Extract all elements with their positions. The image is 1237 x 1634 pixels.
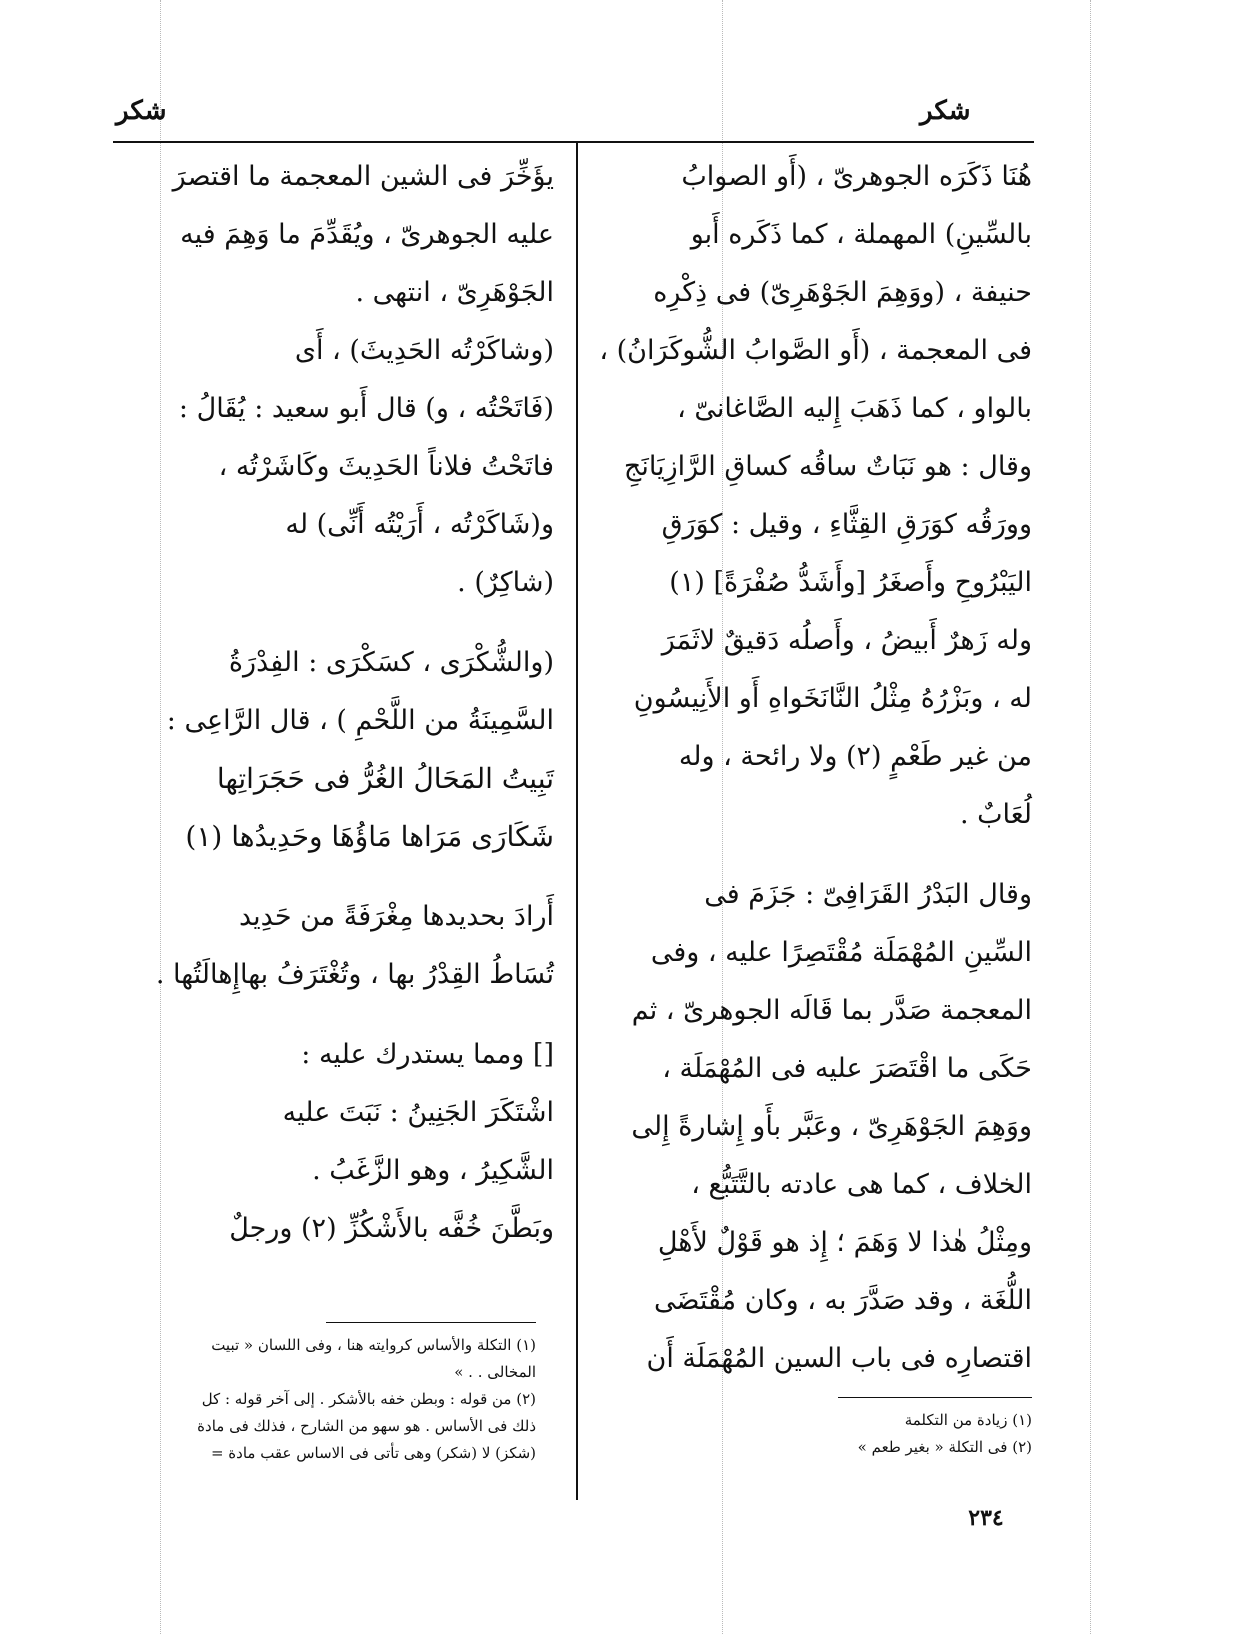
column-divider: [576, 143, 578, 1500]
text-line: وورَقُه كوَرَقِ القِثَّاءِ ، وقيل : كوَرَقِ: [661, 509, 1032, 540]
footnote: (١) زيادة من التكلمة: [904, 1411, 1032, 1429]
text-line: فاتَحْتُ فلاناً الحَدِيثَ وكَاشَرْتُه ،: [218, 451, 554, 482]
text-line: [] ومما يستدرك عليه :: [301, 1039, 554, 1070]
text-line: (والشُّكْرَى ، كسَكْرَى : الفِدْرَةُ: [228, 647, 554, 678]
verse-line: تَبِيتُ المَحَالُ الغُرُّ فى حَجَرَاتِها: [216, 762, 554, 795]
left-column: [108, 148, 554, 1258]
footnote-rule-right: [838, 1397, 1032, 1398]
text-line: بالواو ، كما ذَهَبَ إِليه الصَّاغانىّ ،: [677, 393, 1032, 424]
header-rule-right: [576, 141, 1034, 143]
text-line: المعجمة صَدَّر بما قَالَه الجوهرىّ ، ثم: [631, 995, 1032, 1026]
text-line: تُسَاطُ القِدْرُ بها ، وتُغْتَرَفُ بهاإِهالَتُها .: [155, 959, 554, 990]
text-line: السِّينِ المُهْمَلَة مُقْتَصِرًا عليه ، وفى: [650, 937, 1032, 968]
text-line: يؤَخِّرَ فى الشين المعجمة ما اقتصرَ: [172, 161, 554, 192]
text-line: وقال : هو نَبَاتٌ ساقُه كساقِ الرَّازِيَانَجِ: [623, 451, 1032, 482]
text-line: حَكَى ما اقْتَصَرَ عليه فى المُهْمَلَة ،: [662, 1053, 1032, 1084]
text-line: اللُّغَة ، وقد صَدَّرَ به ، وكان مُقْتَضَى: [653, 1285, 1032, 1316]
text-line: (شاكِرٌ) .: [457, 567, 554, 598]
text-line: بالسِّينِ) المهملة ، كما ذَكَره أَبو: [690, 219, 1032, 250]
text-line: حنيفة ، (ووَهِمَ الجَوْهَرِىّ) فى ذِكْرِه: [653, 277, 1032, 308]
footnote: (٢) من قوله : وبطن خفه بالأشكر . إلى آخر قوله : كل: [201, 1390, 536, 1408]
footnote: ذلك فى الأساس . هو سهو من الشارح ، فذلك فى مادة: [197, 1417, 536, 1435]
text-line: (وشاكَرْتُه الحَدِيثَ) ، أَى: [294, 335, 554, 366]
text-line: ومِثْلُ هٰذا لا وَهَمَ ؛ إِذ هو قَوْلٌ لأَهْلِ: [657, 1227, 1032, 1258]
text-line: الخلاف ، كما هى عادته بالتَّتَبُّع ،: [691, 1169, 1032, 1200]
footnote: المخالى . . »: [454, 1363, 536, 1381]
text-line: هُنَا ذَكَرَه الجوهرىّ ، (أَو الصوابُ: [681, 161, 1032, 192]
text-line: اشْتَكَرَ الجَنِينُ : نَبَتَ عليه: [282, 1097, 554, 1128]
text-line: أَرادَ بحديدها مِغْرَفَةً من حَدِيد: [239, 901, 554, 932]
footnote: (٢) فى التكلة « بغير طعم »: [857, 1438, 1032, 1456]
text-line: ووَهِمَ الجَوْهَرِىّ ، وعَبَّر بأَو إِشارةً إِلى: [631, 1111, 1032, 1142]
text-line: السَّمِينَةُ من اللَّحْمِ ) ، قال الرَّاعِى :: [166, 705, 554, 736]
header-rule-left: [113, 141, 576, 143]
scan-guide-line: [1090, 0, 1091, 1634]
text-line: الجَوْهَرِىّ ، انتهى .: [355, 277, 554, 308]
text-line: وبَطَّنَ خُفَّه بالأَشْكُزِّ (٢) ورجلٌ: [229, 1213, 554, 1244]
footnote: (شكز) لا (شكر) وهى تأتى فى الاساس عقب مادة =: [210, 1444, 536, 1462]
text-line: اقتصارِه فى باب السين المُهْمَلَة أَن: [646, 1343, 1032, 1374]
text-line: له ، وبَزْرُهُ مِثْلُ النَّانَخَواهِ أَو الأَنِيسُونِ: [633, 683, 1032, 714]
text-line: و(شَاكَرْتُه ، أَرَيْتُه أَنِّى) له: [285, 509, 554, 540]
text-line: وله زَهرٌ أَبيضُ ، وأَصلُه دَقيقٌ لاثَمَرَ: [661, 625, 1032, 656]
text-line: الشَّكِيرُ ، وهو الزَّغَبُ .: [312, 1155, 554, 1186]
text-line: فى المعجمة ، (أَو الصَّوابُ الشُّوكَرَانُ) ،: [599, 335, 1032, 366]
page-number: ٢٣٤: [968, 1505, 1004, 1531]
text-line: وقال البَدْرُ القَرَافِىّ : جَزَمَ فى: [704, 879, 1032, 910]
text-line: لُعَابٌ .: [959, 799, 1032, 830]
footnotes-right: [760, 1407, 1032, 1461]
footnote-rule-left: [326, 1322, 536, 1323]
right-column: [598, 148, 1032, 1388]
running-head-right: شكر: [920, 96, 971, 126]
verse-line: شَكَارَى مَرَاها مَاؤُهَا وحَدِيدُها (١): [185, 820, 554, 853]
running-head-left: شكر: [116, 96, 167, 126]
footnote: (١) التكلة والأساس كروايته هنا ، وفى اللسان « تبيت: [211, 1336, 536, 1354]
text-line: عليه الجوهرىّ ، ويُقَدِّمَ ما وَهِمَ فيه: [180, 219, 554, 250]
text-line: من غير طَعْمٍ (٢) ولا رائحة ، وله: [678, 741, 1032, 772]
text-line: اليَبْرُوحِ وأَصغَرُ [وأَشَدُّ صُفْرَةً] (١): [669, 567, 1032, 598]
footnotes-left: [108, 1332, 536, 1467]
text-line: (فَاتَحْتُه ، و) قال أَبو سعيد : يُقَالُ :: [178, 393, 554, 424]
